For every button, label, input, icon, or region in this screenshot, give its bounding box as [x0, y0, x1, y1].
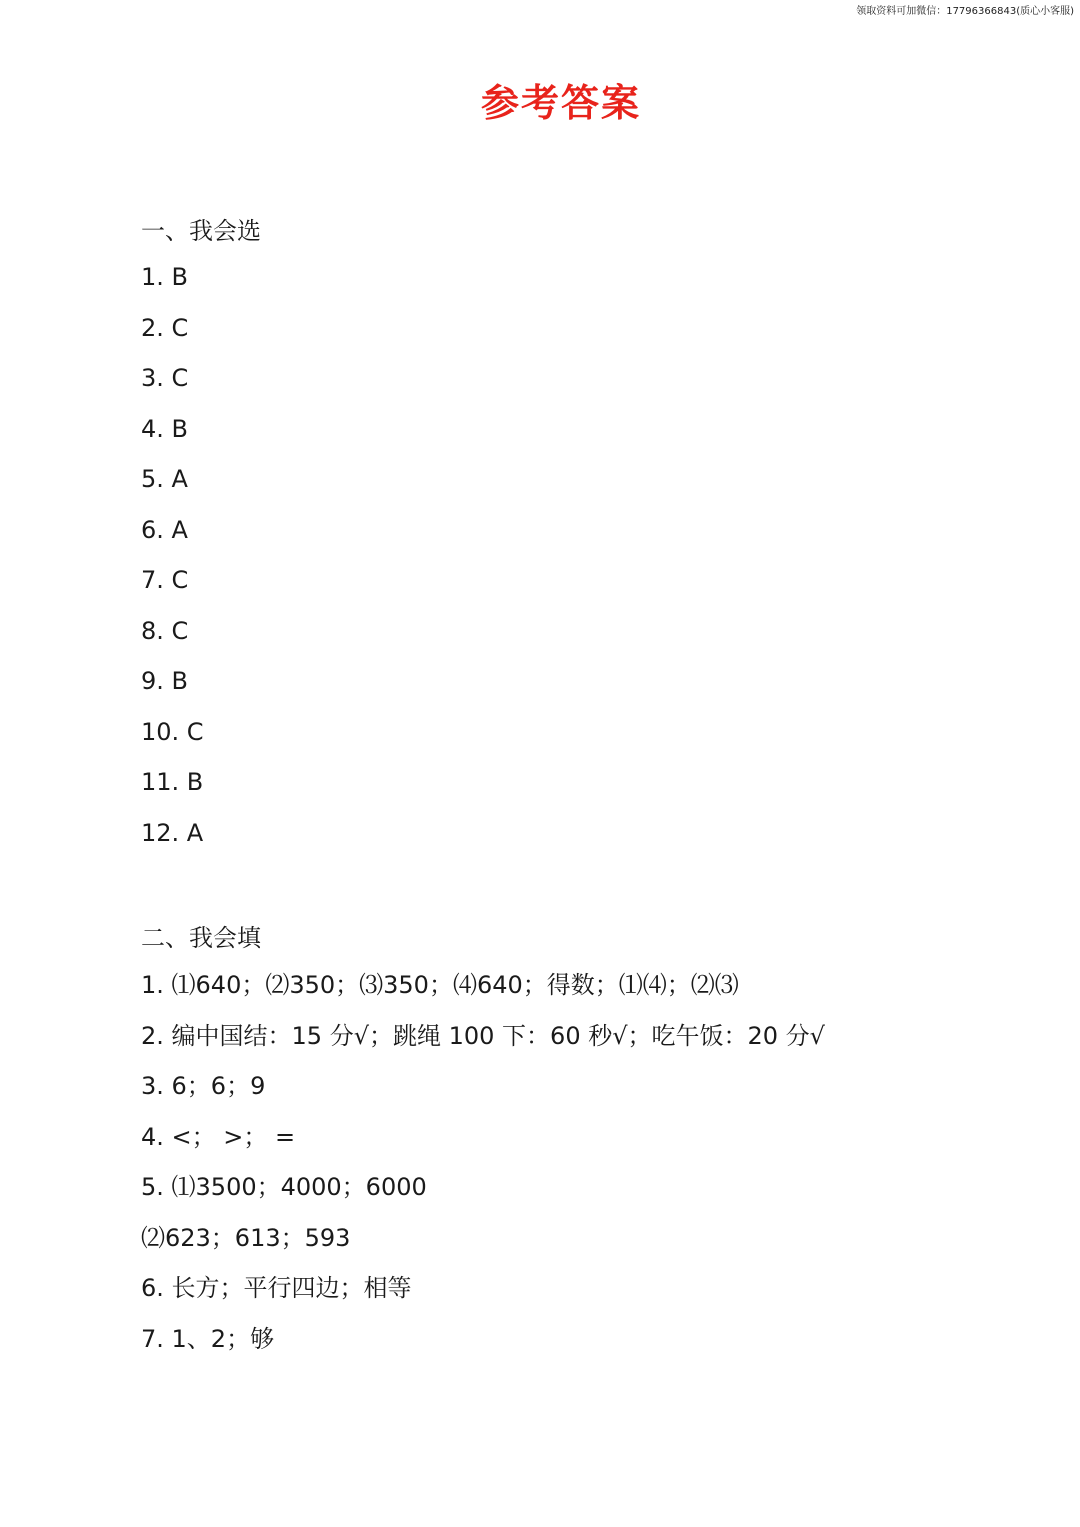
answer-item: 12. A: [141, 818, 204, 847]
answer-item: 11. B: [141, 768, 204, 796]
answer-item: 10. C: [141, 717, 204, 746]
answer-item: 5. A: [141, 465, 188, 493]
answer-item: 7. C: [141, 566, 189, 594]
answer-item: 3. 6；6；9: [141, 1072, 266, 1100]
answer-item: 7. 1、2；够: [141, 1324, 275, 1353]
answer-item: 6. 长方；平行四边；相等: [141, 1274, 412, 1302]
answer-item: 2. C: [141, 313, 189, 342]
answer-item: ⑵623；613；593: [141, 1223, 351, 1252]
answer-item: 1. ⑴640；⑵350；⑶350；⑷640；得数；⑴⑷；⑵⑶: [141, 971, 739, 999]
answer-item: 4. <； >； =: [141, 1122, 296, 1151]
answer-item: 4. B: [141, 414, 188, 443]
answer-item: 6. A: [141, 515, 188, 544]
answer-item: 8. C: [141, 616, 189, 645]
fill-answer-list: [141, 970, 825, 1374]
watermark-text: 领取资料可加微信：17796366843(质心小客服): [856, 6, 1074, 17]
page-title: 参考答案: [480, 80, 641, 125]
answer-item: 1. B: [141, 263, 188, 291]
choose-answer-list: [141, 262, 204, 868]
answer-item: 9. B: [141, 667, 188, 695]
answer-item: 2. 编中国结：15 分√；跳绳 100 下：60 秒√；吃午饭：20 分√: [141, 1021, 825, 1050]
answer-item: 5. ⑴3500；4000；6000: [141, 1173, 427, 1201]
section-heading-choose: 一、我会选: [141, 217, 261, 245]
section-heading-fill: 二、我会填: [141, 924, 261, 952]
answer-item: 3. C: [141, 364, 189, 392]
